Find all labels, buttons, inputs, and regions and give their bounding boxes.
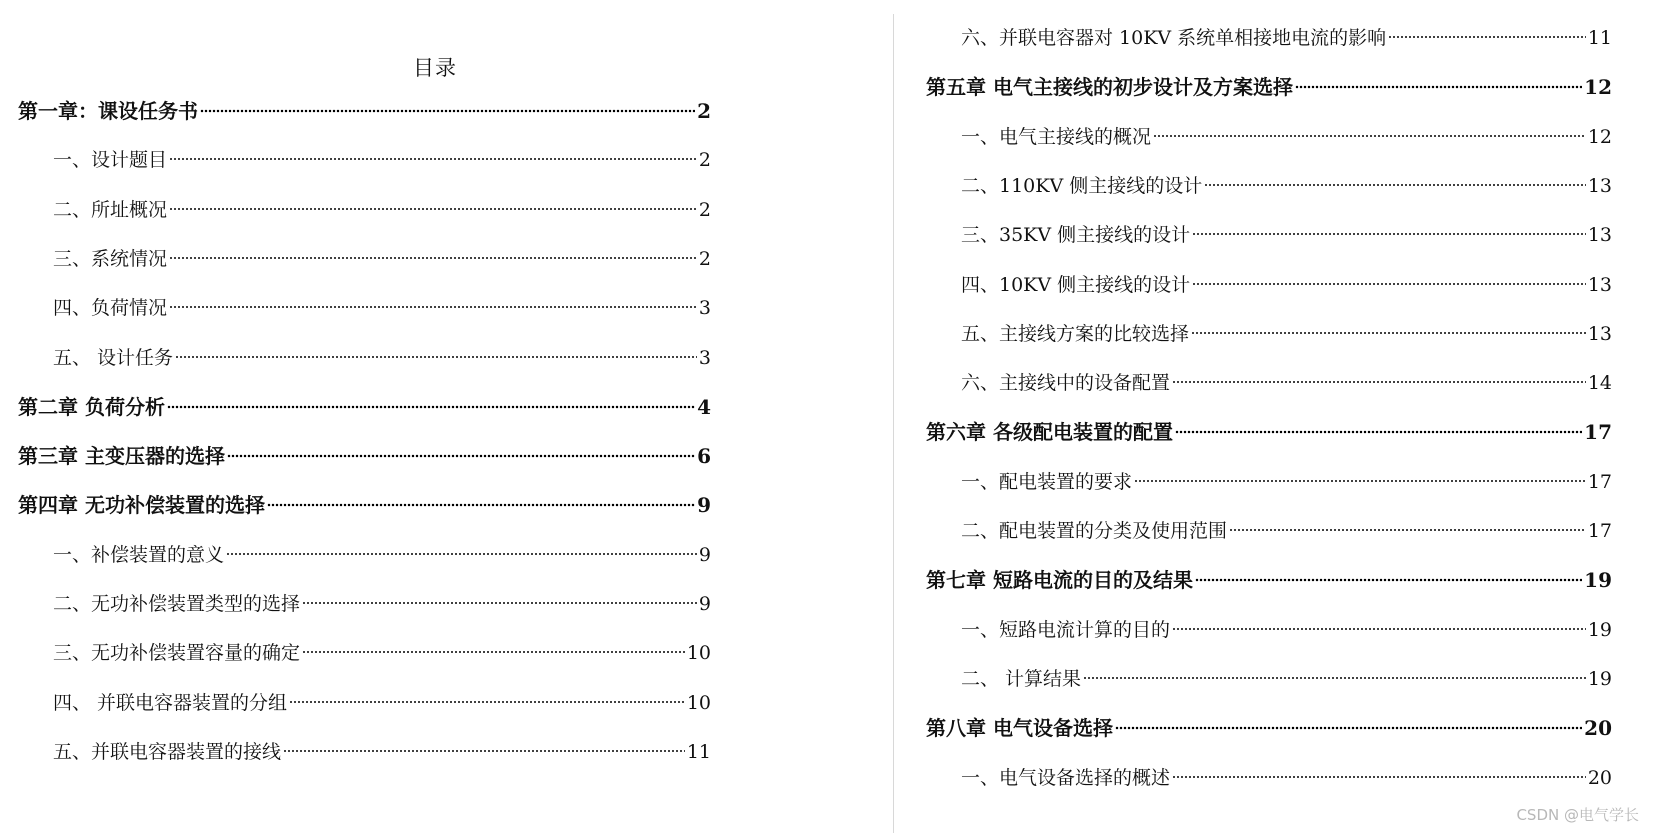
- toc-section-entry[interactable]: [53, 293, 711, 323]
- toc-page-number: 17: [1587, 470, 1612, 493]
- toc-page-number: 10: [686, 691, 711, 714]
- toc-section-entry[interactable]: [961, 664, 1612, 694]
- toc-dot-leader: [1083, 675, 1586, 681]
- toc-page-number: 13: [1587, 174, 1612, 197]
- toc-dot-leader: [302, 649, 685, 655]
- toc-dot-leader: [267, 502, 695, 508]
- toc-page-number: 19: [1587, 618, 1612, 641]
- toc-page-number: 6: [697, 444, 711, 469]
- toc-entry-text: 五、主接线方案的比较选择: [961, 322, 1190, 345]
- toc-dot-leader: [1295, 84, 1582, 90]
- toc-entry-text: 五、并联电容器装置的接线: [53, 740, 282, 763]
- toc-entry-text: 三、系统情况: [53, 247, 168, 270]
- toc-page-number: 9: [698, 593, 711, 615]
- toc-section-entry[interactable]: [961, 270, 1612, 300]
- toc-entry-text: 第四章 无功补偿装置的选择: [18, 493, 265, 518]
- toc-dot-leader: [169, 304, 697, 310]
- toc-section-entry[interactable]: [53, 589, 711, 619]
- toc-entry-text: 四、10KV 侧主接线的设计: [961, 273, 1191, 296]
- toc-dot-leader: [302, 600, 697, 606]
- toc-chapter-entry[interactable]: [926, 565, 1612, 595]
- toc-entry-text: 六、并联电容器对 10KV 系统单相接地电流的影响: [961, 27, 1387, 49]
- toc-entry-text: 一、配电装置的要求: [961, 470, 1133, 493]
- toc-entry-text: 二、配电装置的分类及使用范围: [961, 520, 1228, 542]
- toc-page-number: 2: [697, 99, 711, 123]
- toc-dot-leader: [1192, 231, 1586, 237]
- toc-entry-text: 四、负荷情况: [53, 297, 168, 320]
- toc-page-number: 2: [698, 198, 711, 221]
- toc-entry-text: 第八章 电气设备选择: [926, 716, 1113, 741]
- toc-entry-text: 第六章 各级配电装置的配置: [926, 420, 1173, 445]
- toc-page-number: 11: [1587, 27, 1612, 49]
- toc-dot-leader: [1192, 281, 1586, 287]
- toc-page-number: 19: [1587, 667, 1612, 690]
- toc-page-number: 3: [698, 346, 711, 369]
- toc-dot-leader: [1172, 774, 1586, 780]
- toc-page-number: 2: [698, 149, 711, 172]
- watermark: CSDN @电气学长: [1516, 806, 1639, 824]
- toc-entry-text: 第五章 电气主接线的初步设计及方案选择: [926, 75, 1293, 100]
- toc-page-number: 20: [1584, 716, 1612, 741]
- toc-section-entry[interactable]: [53, 145, 711, 175]
- toc-dot-leader: [1191, 330, 1586, 336]
- toc-dot-leader: [169, 255, 697, 261]
- toc-title: 目录: [413, 56, 457, 80]
- toc-page-number: 11: [686, 740, 711, 763]
- toc-page-number: 12: [1584, 75, 1612, 100]
- toc-entry-text: 一、设计题目: [53, 149, 168, 172]
- toc-section-entry[interactable]: [961, 23, 1612, 53]
- toc-entry-text: 六、主接线中的设备配置: [961, 372, 1171, 395]
- toc-section-entry[interactable]: [961, 171, 1612, 201]
- toc-section-entry[interactable]: [961, 122, 1612, 152]
- toc-section-entry[interactable]: [961, 467, 1612, 497]
- toc-page-number: 2: [698, 247, 711, 270]
- toc-section-entry[interactable]: [53, 343, 711, 373]
- toc-dot-leader: [1175, 429, 1582, 435]
- toc-page-number: 13: [1587, 273, 1612, 296]
- toc-section-entry[interactable]: [961, 368, 1612, 398]
- toc-entry-text: 第二章 负荷分析: [18, 394, 165, 419]
- toc-dot-leader: [169, 206, 697, 212]
- toc-entry-text: 一、电气设备选择的概述: [961, 766, 1171, 789]
- toc-page-number: 9: [697, 493, 711, 518]
- toc-dot-leader: [1153, 133, 1586, 139]
- toc-section-entry[interactable]: [53, 737, 711, 767]
- toc-chapter-entry[interactable]: [18, 96, 711, 126]
- toc-entry-text: 第七章 短路电流的目的及结果: [926, 568, 1193, 593]
- toc-chapter-entry[interactable]: [18, 441, 711, 471]
- toc-dot-leader: [283, 748, 685, 754]
- toc-section-entry[interactable]: [53, 244, 711, 274]
- toc-entry-text: 二、 计算结果: [961, 667, 1082, 690]
- toc-dot-leader: [175, 354, 697, 360]
- toc-entry-text: 第三章 主变压器的选择: [18, 444, 225, 469]
- toc-entry-text: 二、无功补偿装置类型的选择: [53, 593, 301, 615]
- toc-chapter-entry[interactable]: [926, 713, 1612, 743]
- toc-dot-leader: [167, 404, 695, 410]
- toc-page-number: 10: [686, 642, 711, 665]
- toc-page-number: 17: [1584, 420, 1612, 445]
- toc-chapter-entry[interactable]: [18, 490, 711, 520]
- toc-page-right: [906, 0, 1653, 833]
- toc-dot-leader: [1115, 725, 1582, 731]
- toc-page-number: 9: [698, 543, 711, 566]
- toc-page-number: 13: [1587, 322, 1612, 345]
- toc-chapter-entry[interactable]: [926, 417, 1612, 447]
- toc-dot-leader: [1195, 577, 1582, 583]
- toc-page-number: 19: [1584, 568, 1612, 593]
- toc-section-entry[interactable]: [53, 540, 711, 570]
- toc-dot-leader: [289, 699, 685, 705]
- page-divider: [893, 14, 894, 833]
- toc-dot-leader: [1229, 527, 1586, 533]
- toc-dot-leader: [1134, 478, 1586, 484]
- toc-entry-text: 三、无功补偿装置容量的确定: [53, 642, 301, 665]
- toc-page-number: 20: [1587, 766, 1612, 789]
- toc-entry-text: 二、110KV 侧主接线的设计: [961, 174, 1203, 197]
- toc-section-entry[interactable]: [961, 220, 1612, 250]
- toc-section-entry[interactable]: [961, 319, 1612, 349]
- toc-dot-leader: [1388, 34, 1586, 40]
- toc-entry-text: 五、 设计任务: [53, 346, 174, 369]
- toc-page-number: 12: [1587, 125, 1612, 148]
- toc-page-number: 3: [698, 297, 711, 320]
- toc-dot-leader: [1172, 626, 1586, 632]
- toc-entry-text: 一、短路电流计算的目的: [961, 618, 1171, 641]
- toc-entry-text: 三、35KV 侧主接线的设计: [961, 224, 1191, 247]
- toc-entry-text: 第一章：课设任务书: [18, 99, 198, 123]
- toc-entry-text: 四、 并联电容器装置的分组: [53, 691, 288, 714]
- toc-page-number: 14: [1587, 372, 1612, 395]
- toc-entry-text: 一、补偿装置的意义: [53, 543, 225, 566]
- toc-section-entry[interactable]: [961, 763, 1612, 793]
- toc-dot-leader: [169, 156, 697, 162]
- toc-dot-leader: [226, 551, 697, 557]
- toc-page-number: 4: [697, 394, 711, 419]
- toc-chapter-entry[interactable]: [926, 72, 1612, 102]
- toc-chapter-entry[interactable]: [18, 392, 711, 422]
- toc-entry-text: 二、所址概况: [53, 198, 168, 221]
- toc-dot-leader: [227, 453, 695, 459]
- toc-dot-leader: [1172, 379, 1586, 385]
- toc-section-entry[interactable]: [53, 195, 711, 225]
- toc-dot-leader: [200, 108, 695, 114]
- toc-section-entry[interactable]: [53, 638, 711, 668]
- toc-dot-leader: [1204, 182, 1586, 188]
- toc-section-entry[interactable]: [961, 615, 1612, 645]
- toc-section-entry[interactable]: [961, 516, 1612, 546]
- toc-entry-text: 一、电气主接线的概况: [961, 125, 1152, 148]
- toc-section-entry[interactable]: [53, 688, 711, 718]
- toc-page-number: 13: [1587, 224, 1612, 247]
- toc-page-number: 17: [1587, 520, 1612, 542]
